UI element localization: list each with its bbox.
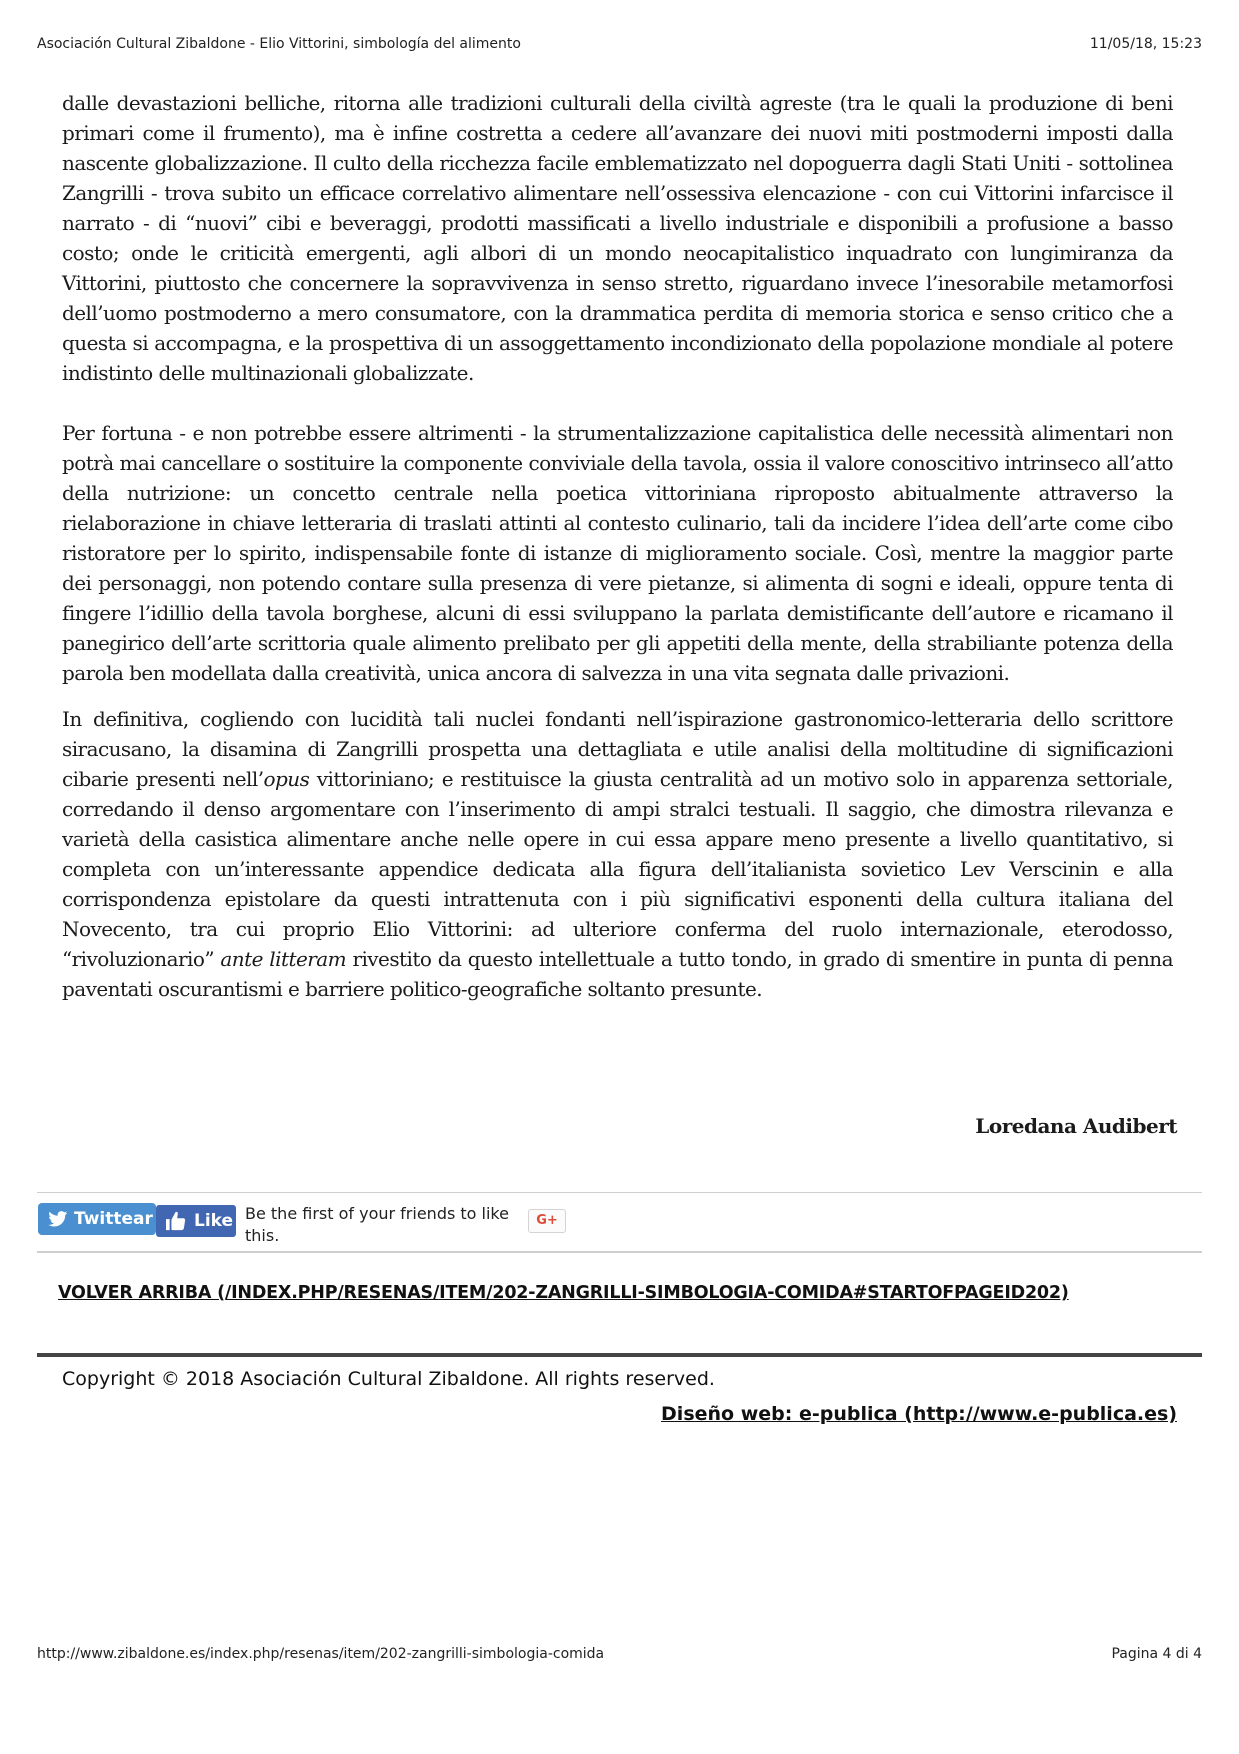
print-header-title: Asociación Cultural Zibaldone - Elio Vittorini, simbología del alimento bbox=[37, 36, 521, 52]
paragraph-1: dalle devastazioni belliche, ritorna alle tradizioni culturali della civiltà agreste (tra le quali la produzione di beni primari come il frumento), ma è infine costretta a cedere all’avanzare dei nuovi miti postmoderni imposti dalla nascente globalizzazione. Il culto della ricchezza facile emblematizzato nel dopoguerra dagli Stati Uniti - sottolinea Zangrilli - trova subito un efficace correlativo alimentare nell’ossessiva elencazione - con cui Vittorini infarcisce il narrato - di “nuovi” cibi e beveraggi, prodotti massificati a livello industriale e disponibili a profusione a basso costo; onde le criticità emergenti, agli albori di un mondo neocapitalistico inquadrato con lungimiranza da Vittorini, piuttosto che concernere la sopravvivenza in senso stretto, riguardano invece l’inesorabile metamorfosi dell’uomo postmoderno a mero consumatore, con la drammatica perdita di memoria storica e senso critico che a questa si accompagna, e la prospettiva di un assoggettamento incondizionato della popolazione mondiale al potere indistinto delle multinazionali globalizzate. bbox=[62, 91, 1173, 385]
print-header bbox=[37, 36, 1202, 54]
twitter-share-button[interactable] bbox=[38, 1203, 156, 1235]
facebook-like-text: Be the first of your friends to like this. bbox=[245, 1204, 509, 1245]
back-to-top-link[interactable]: VOLVER ARRIBA (/INDEX.PHP/RESENAS/ITEM/202-ZANGRILLI-SIMBOLOGIA-COMIDA#STARTOFPAGEID202) bbox=[58, 1283, 1069, 1303]
paragraph-2: Per fortuna - e non potrebbe essere altrimenti - la strumentalizzazione capitalistica delle necessità alimentari non potrà mai cancellare o sostituire la componente conviviale della tavola, ossia il valore conoscitivo intrinseco all’atto della nutrizione: un concetto centrale nella poetica vittoriniana riproposto abitualmente attraverso la rielaborazione in chiave letteraria di traslati attinti al contesto culinario, tali da incidere l’idea dell’arte come cibo ristoratore per lo spirito, indispensabile fonte di istanze di miglioramento sociale. Così, mentre la maggior parte dei personaggi, non potendo contare sulla presenza di vere pietanze, si alimenta di sogni e ideali, oppure tenta di fingere l’idillio della tavola borghese, alcuni di essi sviluppano la parlata demistificante dell’autore e ricamano il panegirico dell’arte scrittoria quale alimento prelibato per gli appetiti della mente, della strabiliante potenza della parola ben modellata dalla creatività, unica ancora di salvezza in una vita segnata dalle privazioni. bbox=[62, 421, 1173, 685]
print-header-date: 11/05/18, 15:23 bbox=[1089, 36, 1202, 52]
article-body bbox=[62, 88, 1173, 1004]
paragraph-3 bbox=[62, 704, 1173, 1004]
facebook-like-button[interactable] bbox=[156, 1205, 236, 1237]
paragraph-3-italic-opus: opus bbox=[263, 767, 310, 791]
web-design-credit-link[interactable]: Diseño web: e-publica (http://www.e-publica.es) bbox=[661, 1403, 1177, 1425]
paragraph-3-part-c: rivestito da questo intellettuale a tutto tondo, in grado di smentire in punta di penna paventati oscurantismi e barriere politico-geografiche soltanto presunte. bbox=[62, 947, 1174, 1001]
facebook-like-label: Like bbox=[194, 1211, 234, 1231]
thumbs-up-icon bbox=[165, 1211, 187, 1231]
footer-copyright: Copyright © 2018 Asociación Cultural Zibaldone. All rights reserved. bbox=[62, 1368, 715, 1390]
paragraph-3-italic-ante-litteram: ante litteram bbox=[220, 947, 347, 971]
paragraph-3-part-a: In definitiva, cogliendo con lucidità tali nuclei fondanti nell’ispirazione gastronomico-letteraria dello scrittore siracusano, la disamina di Zangrilli prospetta una dettagliata e utile analisi della moltitudine di significazioni cibarie presenti nell’ bbox=[62, 707, 1173, 791]
article-author: Loredana Audibert bbox=[975, 1114, 1177, 1138]
google-plus-share-button[interactable]: G+ bbox=[528, 1209, 566, 1233]
social-share-bar bbox=[37, 1192, 1202, 1253]
footer-divider bbox=[37, 1353, 1202, 1357]
print-footer-page-number: Pagina 4 di 4 bbox=[1111, 1646, 1202, 1662]
twitter-bird-icon bbox=[48, 1211, 68, 1227]
twitter-share-label: Twittear bbox=[74, 1209, 153, 1229]
print-footer bbox=[37, 1646, 1202, 1664]
print-footer-url: http://www.zibaldone.es/index.php/resenas/item/202-zangrilli-simbologia-comida bbox=[37, 1646, 605, 1662]
paragraph-3-part-b: vittoriniano; e restituisce la giusta centralità ad un motivo solo in apparenza settoriale, corredando il denso argomentare con l’inserimento di ampi stralci testuali. Il saggio, che dimostra rilevanza e varietà della casistica alimentare anche nelle opere in cui essa appare meno presente a livello quantitativo, si completa con un’interessante appendice dedicata alla figura dell’italianista sovietico Lev Verscinin e alla corrispondenza epistolare da questi intrattenuta con i più significativi esponenti della cultura italiana del Novecento, tra cui proprio Elio Vittorini: ad ulteriore conferma del ruolo internazionale, eterodosso, “rivoluzionario” bbox=[62, 767, 1173, 971]
